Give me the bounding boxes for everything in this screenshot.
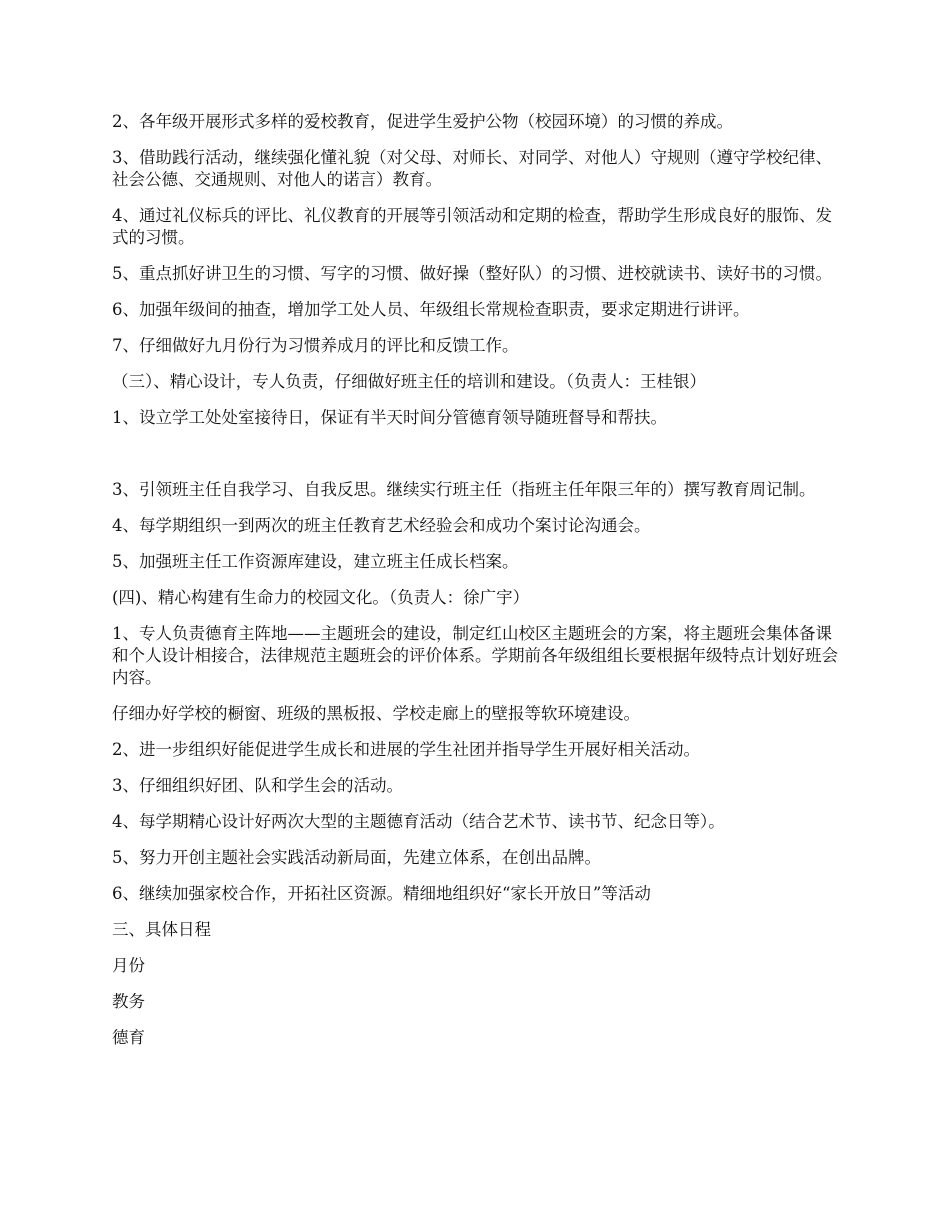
- section-heading: 三、具体日程: [112, 920, 211, 939]
- section-heading: (四)、精心构建有生命力的校园文化。（负责人：徐广宇）: [112, 588, 530, 607]
- paragraph: 2、进一步组织好能促进学生成长和进展的学生社团并指导学生开展好相关活动。: [112, 740, 700, 759]
- paragraph: 7、仔细做好九月份行为习惯养成月的评比和反馈工作。: [112, 336, 519, 355]
- paragraph: 4、每学期组织一到两次的班主任教育艺术经验会和成功个案讨论沟通会。: [112, 516, 651, 535]
- table-label: 月份: [112, 956, 145, 975]
- table-label: 教务: [112, 992, 145, 1011]
- paragraph: 5、重点抓好讲卫生的习惯、写字的习惯、做好操（整好队）的习惯、进校就读书、读好书的习惯。: [112, 264, 832, 283]
- paragraph: 2、各年级开展形式多样的爱校教育，促进学生爱护公物（校园环境）的习惯的养成。: [112, 112, 733, 131]
- paragraph: 4、通过礼仪标兵的评比、礼仪教育的开展等引领活动和定期的检查，帮助学生形成良好的服饰、发式的习惯。: [112, 206, 832, 247]
- paragraph: 仔细办好学校的橱窗、班级的黑板报、学校走廊上的壁报等软环境建设。: [112, 704, 640, 723]
- paragraph: 6、加强年级间的抽查，增加学工处人员、年级组长常规检查职责，要求定期进行讲评。: [112, 300, 750, 319]
- paragraph: 1、专人负责德育主阵地——主题班会的建设，制定红山校区主题班会的方案，将主题班会集体备课和个人设计相接合，法律规范主题班会的评价体系。学期前各年级组组长要根据年级特点计划好班会内容。: [112, 624, 838, 687]
- table-label: 德育: [112, 1028, 145, 1047]
- paragraph: 3、仔细组织好团、队和学生会的活动。: [112, 776, 403, 795]
- document-body: [112, 111, 840, 1063]
- paragraph: 1、设立学工处处室接待日，保证有半天时间分管德育领导随班督导和帮扶。: [112, 408, 667, 427]
- paragraph: 3、借助践行活动，继续强化懂礼貌（对父母、对师长、对同学、对他人）守规则（遵守学校纪律、社会公德、交通规则、对他人的诺言）教育。: [112, 148, 832, 189]
- blank-line: [112, 443, 840, 479]
- paragraph: 5、加强班主任工作资源库建设，建立班主任成长档案。: [112, 552, 519, 571]
- section-heading: （三）、精心设计，专人负责，仔细做好班主任的培训和建设。（负责人：王桂银）: [112, 372, 706, 391]
- paragraph: 6、继续加强家校合作，开拓社区资源。精细地组织好“家长开放日”等活动: [112, 884, 651, 903]
- paragraph: 5、努力开创主题社会实践活动新局面，先建立体系，在创出品牌。: [112, 848, 601, 867]
- paragraph: 4、每学期精心设计好两次大型的主题德育活动（结合艺术节、读书节、纪念日等）。: [112, 812, 725, 831]
- paragraph: 3、引领班主任自我学习、自我反思。继续实行班主任（指班主任年限三年的）撰写教育周记制。: [112, 480, 816, 499]
